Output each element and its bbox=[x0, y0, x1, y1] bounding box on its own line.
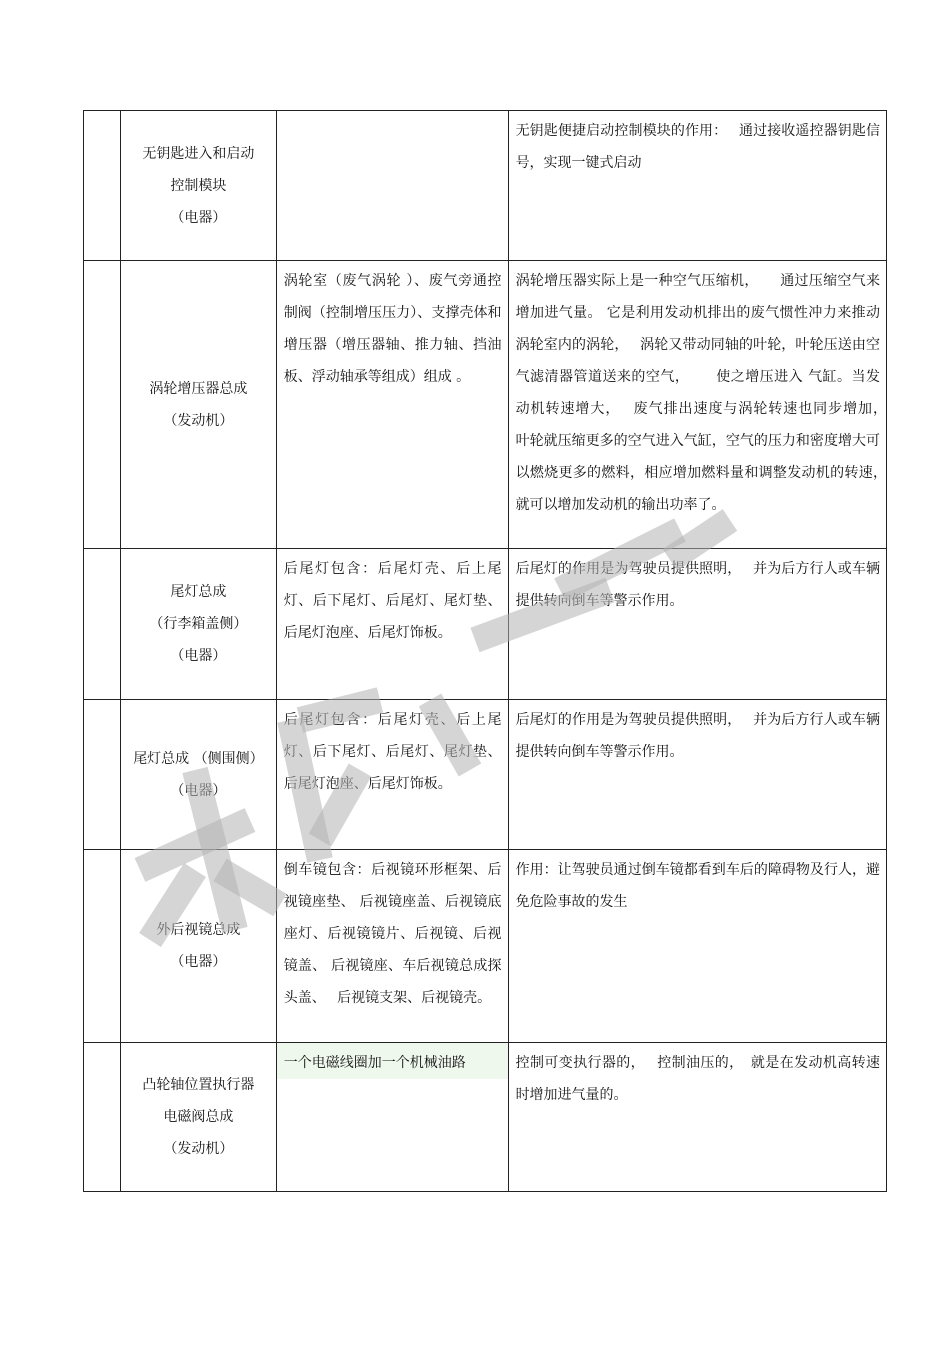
function-cell: 作用：让驾驶员通过倒车镜都看到车后的障碍物及行人，避免危险事故的发生 bbox=[508, 850, 886, 1043]
component-table bbox=[83, 110, 913, 1192]
component-name-cell: 外后视镜总成 （电器） bbox=[121, 850, 277, 1043]
table-row bbox=[84, 1043, 887, 1192]
component-name-cell: 尾灯总成 （行李箱盖侧） （电器） bbox=[121, 549, 277, 700]
table-row bbox=[84, 850, 887, 1043]
index-cell bbox=[84, 700, 121, 850]
parts-cell bbox=[276, 111, 508, 261]
component-name-cell: 尾灯总成 （侧围侧） （电器） bbox=[121, 700, 277, 850]
function-cell: 控制可变执行器的， 控制油压的， 就是在发动机高转速时增加进气量的。 bbox=[508, 1043, 886, 1192]
parts-cell: 后尾灯包含：后尾灯壳、后上尾灯、后下尾灯、后尾灯、尾灯垫、后尾灯泡座、后尾灯饰板。 bbox=[276, 549, 508, 700]
parts-cell: 后尾灯包含：后尾灯壳、后上尾灯、后下尾灯、后尾灯、尾灯垫、后尾灯泡座、后尾灯饰板。 bbox=[276, 700, 508, 850]
component-name-cell: 凸轮轴位置执行器 电磁阀总成 （发动机） bbox=[121, 1043, 277, 1192]
parts-cell: 一个电磁线圈加一个机械油路 bbox=[276, 1043, 508, 1192]
component-name-cell: 涡轮增压器总成 （发动机） bbox=[121, 261, 277, 549]
table-row bbox=[84, 700, 887, 850]
parts-cell: 涡轮室（废气涡轮 ）、废气旁通控制阀（控制增压压力）、支撑壳体和 增压器（增压器轴、推力轴、挡油板、浮动轴承等组成）组成 。 bbox=[276, 261, 508, 549]
table-row bbox=[84, 549, 887, 700]
index-cell bbox=[84, 549, 121, 700]
parts-cell: 倒车镜包含：后视镜环形框架、后视镜座垫、 后视镜座盖、后视镜底座灯、后视镜镜片、后视镜、后视镜盖、 后视镜座、车后视镜总成探头盖、 后视镜支架、后视镜壳。 bbox=[276, 850, 508, 1043]
index-cell bbox=[84, 850, 121, 1043]
index-cell bbox=[84, 261, 121, 549]
index-cell bbox=[84, 111, 121, 261]
component-name-cell: 无钥匙进入和启动 控制模块 （电器） bbox=[121, 111, 277, 261]
table-row bbox=[84, 261, 887, 549]
function-cell: 后尾灯的作用是为驾驶员提供照明， 并为后方行人或车辆提供转向倒车等警示作用。 bbox=[508, 549, 886, 700]
table-row bbox=[84, 111, 887, 261]
function-cell: 后尾灯的作用是为驾驶员提供照明， 并为后方行人或车辆提供转向倒车等警示作用。 bbox=[508, 700, 886, 850]
index-cell bbox=[84, 1043, 121, 1192]
function-cell: 无钥匙便捷启动控制模块的作用： 通过接收遥控器钥匙信号，实现一键式启动 bbox=[508, 111, 886, 261]
function-cell: 涡轮增压器实际上是一种空气压缩机， 通过压缩空气来增加进气量。 它是利用发动机排出的废气惯性冲力来推动涡轮室内的涡轮， 涡轮又带动同轴的叶轮，叶轮压送由空气滤清器管道送来的空气， 使之增压进入 气缸。当发动机转速增大， 废气排出速度与涡轮转速也同步增加， 叶轮就压缩更多的空气进入气缸，空气的压力和密度增大可以燃烧更多的燃料，相应增加燃料量和调整发动机的转速， 就可以增加发动机的输出功率了。 bbox=[508, 261, 886, 549]
